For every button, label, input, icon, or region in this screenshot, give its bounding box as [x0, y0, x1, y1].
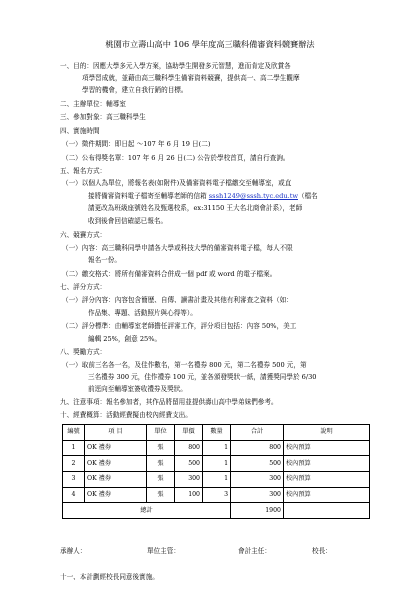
table-header-row: [63, 425, 370, 441]
table-row: [63, 471, 370, 487]
signature-principal: 校長：: [312, 547, 332, 555]
section-4-item-1: （一）徵件期間：即日起 ～107 年 6 月 19 日(二): [62, 140, 211, 148]
cell-item: OK 禮券: [85, 456, 147, 472]
teacher-email-link[interactable]: sssh1249@sssh.tyc.edu.tw: [208, 192, 298, 200]
header-number: 編號: [63, 425, 85, 441]
cell-number: 2: [63, 456, 85, 472]
cell-item: OK 禮券: [85, 487, 147, 503]
cell-quantity: 1: [203, 471, 231, 487]
closing-statement: 十一、本計劃經校長同意後實施。: [60, 573, 159, 581]
section-2: 二、主辦單位：輔導室: [60, 100, 126, 108]
cell-unit-price: 100: [175, 487, 203, 503]
cell-quantity: 1: [203, 456, 231, 472]
table-total-row: [63, 503, 370, 519]
cell-note: 校內預算: [284, 471, 370, 487]
section-7-item-1-line-1: （一）評分內容：內容包含簡歷、自傳、讀書計畫及其他有利審查之資料（如：: [62, 296, 293, 304]
section-10: 十、經費概算：活動經費擬由校內經費支出。: [60, 411, 192, 419]
section-5: 五、報名方式：: [60, 167, 107, 175]
section-6: 六、競賽方式：: [60, 231, 107, 239]
header-note: 說明: [284, 425, 370, 441]
section-6-item-1-line-1: （一）內容：高三職科同學申請各大學或科技大學的備審資料電子檔，每人不限: [62, 244, 293, 252]
section-8-item-1-line-1: （一）取前三名各一名，及佳作數名，第一名禮券 800 元，第二名禮券 500 元，第: [62, 361, 307, 369]
cell-note: 校內預算: [284, 487, 370, 503]
section-4-item-2: （二）公布得獎名單：107 年 6 月 26 日(二) 公告於學校首頁，請自行查詢。: [62, 154, 290, 162]
section-7-item-2-line-1: （二）評分標準：由輔導室老師擔任評審工作，評分項目包括：內容 50%，美工: [62, 322, 297, 330]
section-5-item-1-line-4: 收到後會回信確認已報名。: [88, 217, 168, 225]
total-value: 1900: [231, 503, 284, 519]
cell-item: OK 禮券: [85, 471, 147, 487]
signature-unit-head: 單位主管：: [147, 547, 180, 555]
cell-subtotal: 300: [231, 487, 284, 503]
table-row: [63, 487, 370, 503]
section-8: 八、獎勵方式：: [60, 348, 107, 356]
table-row: [63, 440, 370, 456]
cell-unit-price: 500: [175, 456, 203, 472]
total-note-empty: [284, 503, 370, 519]
section-7: 七、評分方式：: [60, 283, 107, 291]
section-5-item-1-line-3: 請更改為班級座號姓名及甄選校系，ex:31150 王大名北商會計系），老師: [88, 204, 303, 212]
table-row: [63, 456, 370, 472]
section-8-item-1-line-3: 前逕向至輔導室簽收禮券及獎狀。: [88, 385, 187, 393]
cell-unit: 張: [147, 440, 175, 456]
cell-quantity: 1: [203, 440, 231, 456]
cell-number: 4: [63, 487, 85, 503]
section-1-line-1: 一、目的：因應大學多元入學方案，協助學生開發多元智慧，進而肯定及欣賞各: [60, 62, 291, 70]
cell-subtotal: 500: [231, 456, 284, 472]
section-6-item-1-line-2: 報名一份。: [88, 256, 121, 264]
cell-subtotal: 800: [231, 440, 284, 456]
header-unit-price: 單價: [175, 425, 203, 441]
cell-unit: 張: [147, 456, 175, 472]
cell-number: 3: [63, 471, 85, 487]
signature-accounting: 會計主任：: [238, 547, 271, 555]
budget-table: [62, 424, 370, 519]
section-8-item-1-line-2: 三名禮券 300 元，佳作禮券 100 元，並各頒發獎狀一紙，請獲獎同學於 6/30: [88, 373, 317, 381]
section-5-item-1-line-2: [88, 193, 318, 200]
section-1-line-2: 項學習成就，並藉由高三職科學生備審資料競賽，提供高一、高二學生觀摩: [82, 74, 300, 82]
section-1-line-3: 學習的機會，建立自我行銷的目標。: [82, 86, 188, 94]
cell-unit-price: 800: [175, 440, 203, 456]
signature-handler: 承辦人：: [60, 547, 87, 555]
section-9: 九、注意事項：報名參加者，其作品將留用並提供壽山高中學弟妹們參考。: [60, 398, 278, 406]
section-5-item-1-line-1: （一）以個人為單位，將報名表(如附件)及備審資料電子檔繳交至輔導室，或直: [62, 179, 292, 187]
header-subtotal: 合計: [231, 425, 284, 441]
cell-unit: 張: [147, 487, 175, 503]
cell-subtotal: 300: [231, 471, 284, 487]
section-7-item-2-line-2: 編輯 25%，創意 25%。: [88, 335, 162, 343]
total-label: 總計: [63, 503, 231, 519]
section-7-item-1-line-2: 作品集、專題、活動照片與心得等）。: [88, 309, 197, 317]
cell-note: 校內預算: [284, 440, 370, 456]
cell-item: OK 禮券: [85, 440, 147, 456]
header-unit: 單位: [147, 425, 175, 441]
cell-note: 校內預算: [284, 456, 370, 472]
cell-unit: 張: [147, 471, 175, 487]
document-title: 桃園市立壽山高中 106 學年度高三職科備審資料競賽辦法: [105, 39, 315, 49]
section-6-item-2: （二）繳交格式：將所有備審資料合併成一個 pdf 或 word 的電子檔案。: [62, 270, 277, 278]
cell-number: 1: [63, 440, 85, 456]
cell-unit-price: 300: [175, 471, 203, 487]
header-item: 項 目: [85, 425, 147, 441]
header-quantity: 數量: [203, 425, 231, 441]
cell-quantity: 3: [203, 487, 231, 503]
section-4: 四、實施時間: [60, 127, 100, 135]
email-suffix-text: （檔名: [298, 192, 318, 200]
section-3: 三、參加對象：高三職科學生: [60, 113, 146, 121]
email-prefix-text: 接將備審資料電子檔寄至輔導老師的信箱: [88, 192, 209, 200]
